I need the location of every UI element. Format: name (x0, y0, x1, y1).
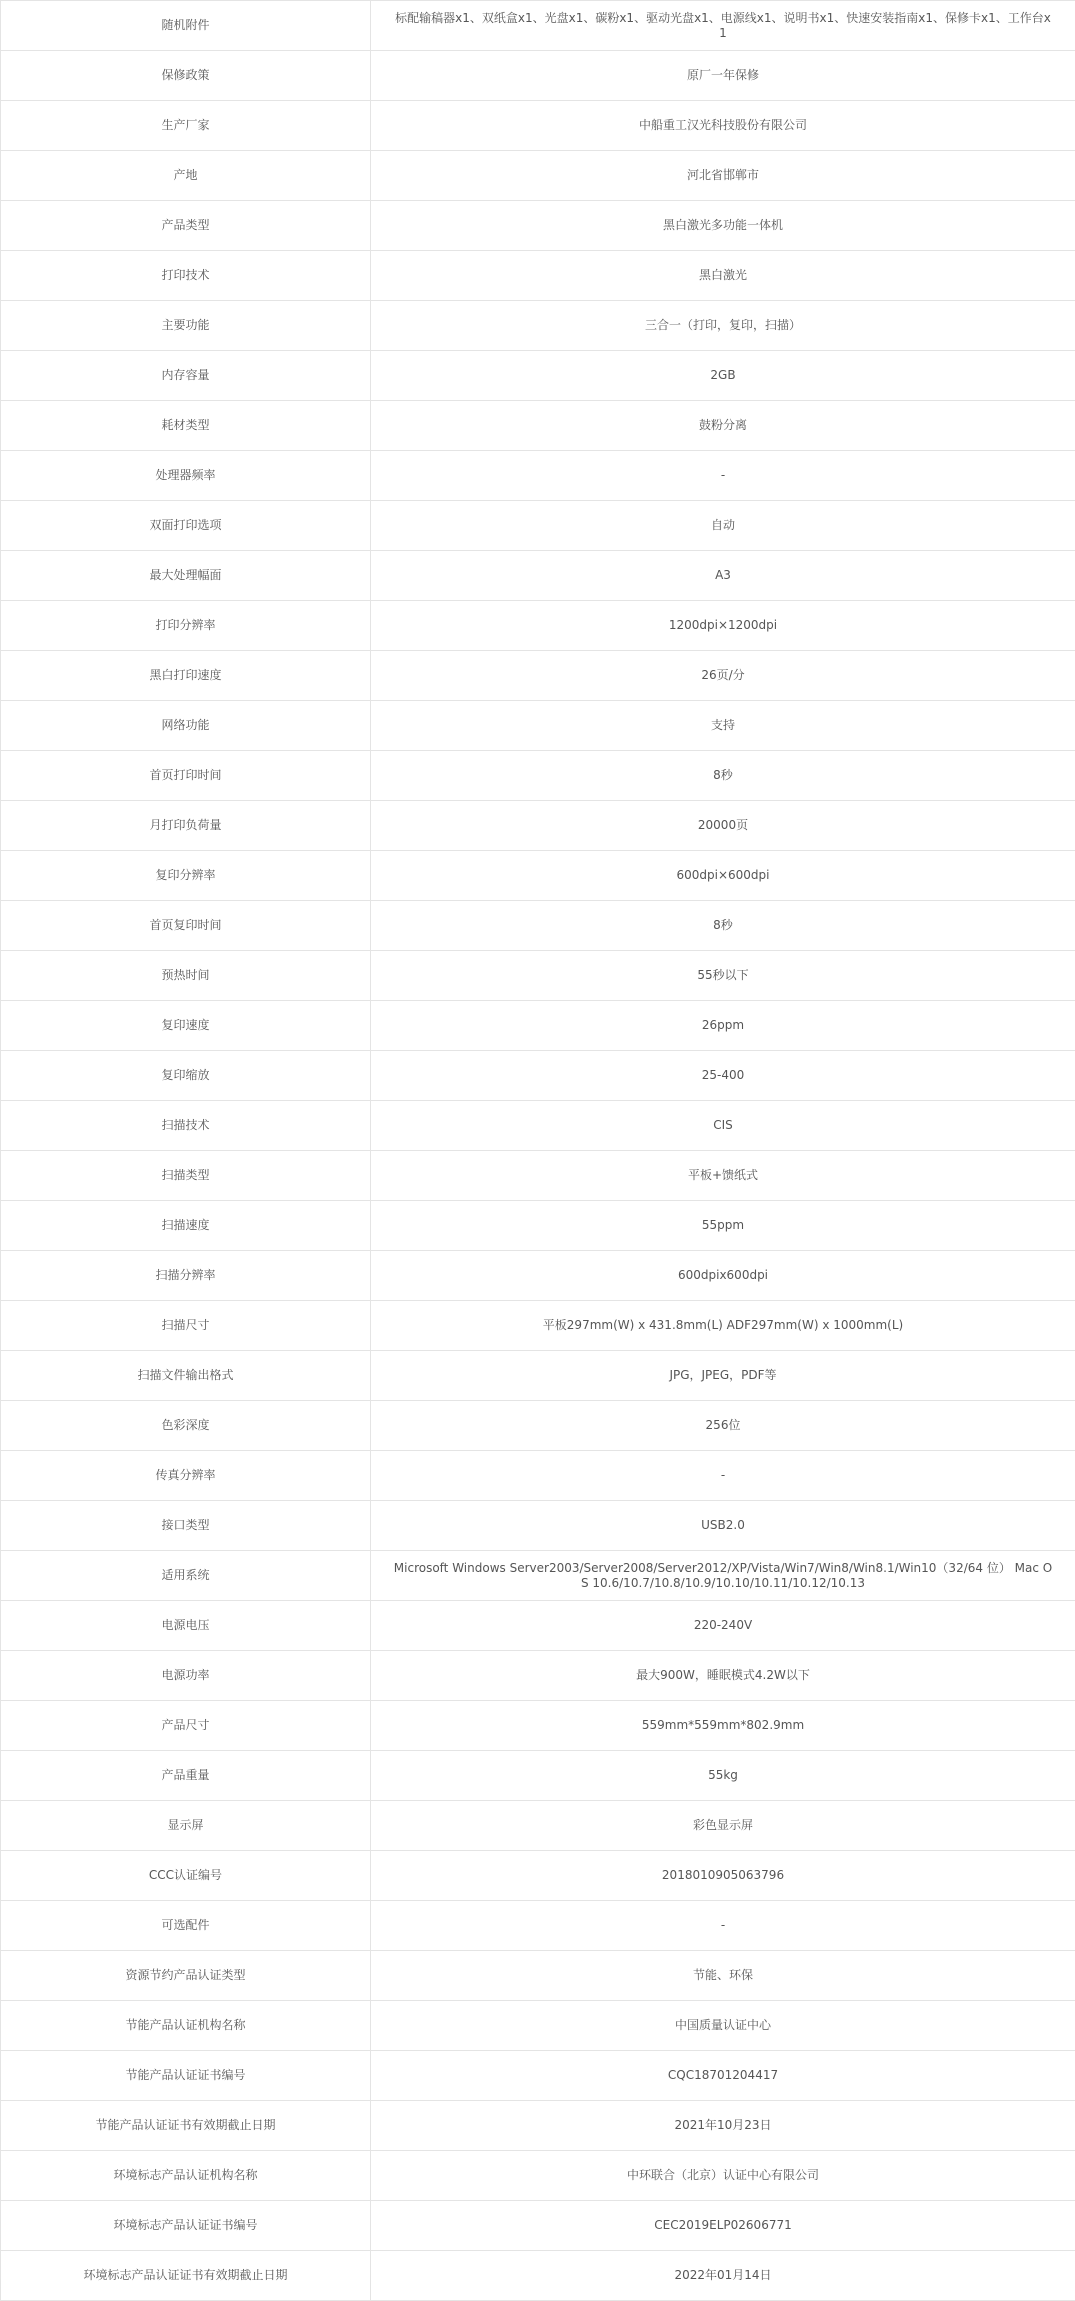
table-row (1, 551, 1075, 601)
spec-value: 黑白激光 (371, 251, 1075, 301)
spec-label: 首页复印时间 (1, 901, 371, 951)
spec-value: 8秒 (371, 901, 1075, 951)
spec-label: 主要功能 (1, 301, 371, 351)
spec-label: 可选配件 (1, 1901, 371, 1951)
table-row (1, 1151, 1075, 1201)
spec-label: 首页打印时间 (1, 751, 371, 801)
spec-value: 1200dpi×1200dpi (371, 601, 1075, 651)
table-row (1, 751, 1075, 801)
spec-label: 打印分辨率 (1, 601, 371, 651)
table-row (1, 2051, 1075, 2101)
spec-label: 适用系统 (1, 1551, 371, 1601)
spec-value: 原厂一年保修 (371, 51, 1075, 101)
table-row (1, 1951, 1075, 2001)
spec-label: 扫描分辨率 (1, 1251, 371, 1301)
spec-value: 平板297mm(W) x 431.8mm(L) ADF297mm(W) x 1000mm(L) (371, 1301, 1075, 1351)
spec-table-body (1, 1, 1075, 2301)
spec-label: 最大处理幅面 (1, 551, 371, 601)
spec-label: 产品重量 (1, 1751, 371, 1801)
spec-label: 复印缩放 (1, 1051, 371, 1101)
spec-value: 256位 (371, 1401, 1075, 1451)
spec-label: 扫描文件输出格式 (1, 1351, 371, 1401)
spec-label: 随机附件 (1, 1, 371, 51)
spec-label: 内存容量 (1, 351, 371, 401)
spec-value: Microsoft Windows Server2003/Server2008/Server2012/XP/Vista/Win7/Win8/Win8.1/Win10（32/64 位） Mac OS 10.6/10.7/10.8/10.9/10.10/10.11/10.12/10.13 (371, 1551, 1075, 1601)
spec-value: 彩色显示屏 (371, 1801, 1075, 1851)
spec-label: 网络功能 (1, 701, 371, 751)
spec-value: 2022年01月14日 (371, 2251, 1075, 2301)
spec-label: 生产厂家 (1, 101, 371, 151)
spec-label: 复印分辨率 (1, 851, 371, 901)
table-row (1, 2201, 1075, 2251)
table-row (1, 701, 1075, 751)
table-row (1, 1051, 1075, 1101)
spec-value: 河北省邯郸市 (371, 151, 1075, 201)
spec-label: 产品尺寸 (1, 1701, 371, 1751)
spec-value: 中国质量认证中心 (371, 2001, 1075, 2051)
spec-value: 220-240V (371, 1601, 1075, 1651)
spec-label: 显示屏 (1, 1801, 371, 1851)
spec-value: 2021年10月23日 (371, 2101, 1075, 2151)
table-row (1, 1401, 1075, 1451)
table-row (1, 451, 1075, 501)
spec-value: 鼓粉分离 (371, 401, 1075, 451)
spec-label: 产地 (1, 151, 371, 201)
spec-value: USB2.0 (371, 1501, 1075, 1551)
table-row (1, 1201, 1075, 1251)
table-row (1, 1751, 1075, 1801)
spec-value: 55kg (371, 1751, 1075, 1801)
spec-label: 传真分辨率 (1, 1451, 371, 1501)
spec-value: 支持 (371, 701, 1075, 751)
spec-value: 中环联合（北京）认证中心有限公司 (371, 2151, 1075, 2201)
spec-label: 色彩深度 (1, 1401, 371, 1451)
spec-label: 节能产品认证机构名称 (1, 2001, 371, 2051)
spec-label: 环境标志产品认证证书有效期截止日期 (1, 2251, 371, 2301)
spec-label: 电源功率 (1, 1651, 371, 1701)
spec-value: 平板+馈纸式 (371, 1151, 1075, 1201)
table-row (1, 1801, 1075, 1851)
table-row (1, 851, 1075, 901)
spec-label: 月打印负荷量 (1, 801, 371, 851)
table-row (1, 951, 1075, 1001)
table-row (1, 1451, 1075, 1501)
table-row (1, 1901, 1075, 1951)
spec-label: 产品类型 (1, 201, 371, 251)
table-row (1, 601, 1075, 651)
spec-label: 复印速度 (1, 1001, 371, 1051)
spec-label: 耗材类型 (1, 401, 371, 451)
table-row (1, 1551, 1075, 1601)
spec-value: 2018010905063796 (371, 1851, 1075, 1901)
table-row (1, 51, 1075, 101)
table-row (1, 1301, 1075, 1351)
spec-label: CCC认证编号 (1, 1851, 371, 1901)
table-row (1, 1501, 1075, 1551)
spec-label: 环境标志产品认证证书编号 (1, 2201, 371, 2251)
table-row (1, 1, 1075, 51)
table-row (1, 1601, 1075, 1651)
table-row (1, 1851, 1075, 1901)
spec-value: CEC2019ELP02606771 (371, 2201, 1075, 2251)
spec-value: 26页/分 (371, 651, 1075, 701)
spec-value: A3 (371, 551, 1075, 601)
table-row (1, 201, 1075, 251)
table-row (1, 1351, 1075, 1401)
spec-value: 黑白激光多功能一体机 (371, 201, 1075, 251)
table-row (1, 2251, 1075, 2301)
spec-value: 55ppm (371, 1201, 1075, 1251)
table-row (1, 251, 1075, 301)
spec-label: 双面打印选项 (1, 501, 371, 551)
table-row (1, 501, 1075, 551)
table-row (1, 651, 1075, 701)
table-row (1, 801, 1075, 851)
spec-label: 节能产品认证证书编号 (1, 2051, 371, 2101)
spec-value: 600dpix600dpi (371, 1251, 1075, 1301)
spec-value: 559mm*559mm*802.9mm (371, 1701, 1075, 1751)
spec-label: 保修政策 (1, 51, 371, 101)
table-row (1, 1701, 1075, 1751)
table-row (1, 301, 1075, 351)
spec-value: 26ppm (371, 1001, 1075, 1051)
spec-label: 打印技术 (1, 251, 371, 301)
spec-value: 2GB (371, 351, 1075, 401)
table-row (1, 151, 1075, 201)
spec-value: JPG，JPEG，PDF等 (371, 1351, 1075, 1401)
table-row (1, 901, 1075, 951)
spec-label: 节能产品认证证书有效期截止日期 (1, 2101, 371, 2151)
spec-value: 自动 (371, 501, 1075, 551)
spec-label: 黑白打印速度 (1, 651, 371, 701)
spec-label: 扫描类型 (1, 1151, 371, 1201)
table-row (1, 401, 1075, 451)
table-row (1, 1651, 1075, 1701)
spec-value: - (371, 451, 1075, 501)
spec-value: 55秒以下 (371, 951, 1075, 1001)
spec-value: 标配输稿器x1、双纸盒x1、光盘x1、碳粉x1、驱动光盘x1、电源线x1、说明书x1、快速安装指南x1、保修卡x1、工作台x1 (371, 1, 1075, 51)
table-row (1, 101, 1075, 151)
table-row (1, 1251, 1075, 1301)
table-row (1, 2151, 1075, 2201)
spec-label: 资源节约产品认证类型 (1, 1951, 371, 2001)
table-row (1, 2001, 1075, 2051)
spec-value: 8秒 (371, 751, 1075, 801)
spec-value: CQC18701204417 (371, 2051, 1075, 2101)
table-row (1, 1001, 1075, 1051)
spec-value: 节能、环保 (371, 1951, 1075, 2001)
spec-value: CIS (371, 1101, 1075, 1151)
table-row (1, 2101, 1075, 2151)
spec-value: - (371, 1451, 1075, 1501)
spec-label: 扫描速度 (1, 1201, 371, 1251)
table-row (1, 1101, 1075, 1151)
spec-label: 接口类型 (1, 1501, 371, 1551)
spec-label: 环境标志产品认证机构名称 (1, 2151, 371, 2201)
spec-value: 25-400 (371, 1051, 1075, 1101)
spec-label: 预热时间 (1, 951, 371, 1001)
spec-value: 三合一（打印，复印，扫描） (371, 301, 1075, 351)
table-row (1, 351, 1075, 401)
spec-label: 扫描尺寸 (1, 1301, 371, 1351)
spec-value: 20000页 (371, 801, 1075, 851)
spec-value: 最大900W，睡眠模式4.2W以下 (371, 1651, 1075, 1701)
spec-value: - (371, 1901, 1075, 1951)
spec-label: 处理器频率 (1, 451, 371, 501)
spec-label: 电源电压 (1, 1601, 371, 1651)
spec-value: 中船重工汉光科技股份有限公司 (371, 101, 1075, 151)
spec-value: 600dpi×600dpi (371, 851, 1075, 901)
spec-label: 扫描技术 (1, 1101, 371, 1151)
